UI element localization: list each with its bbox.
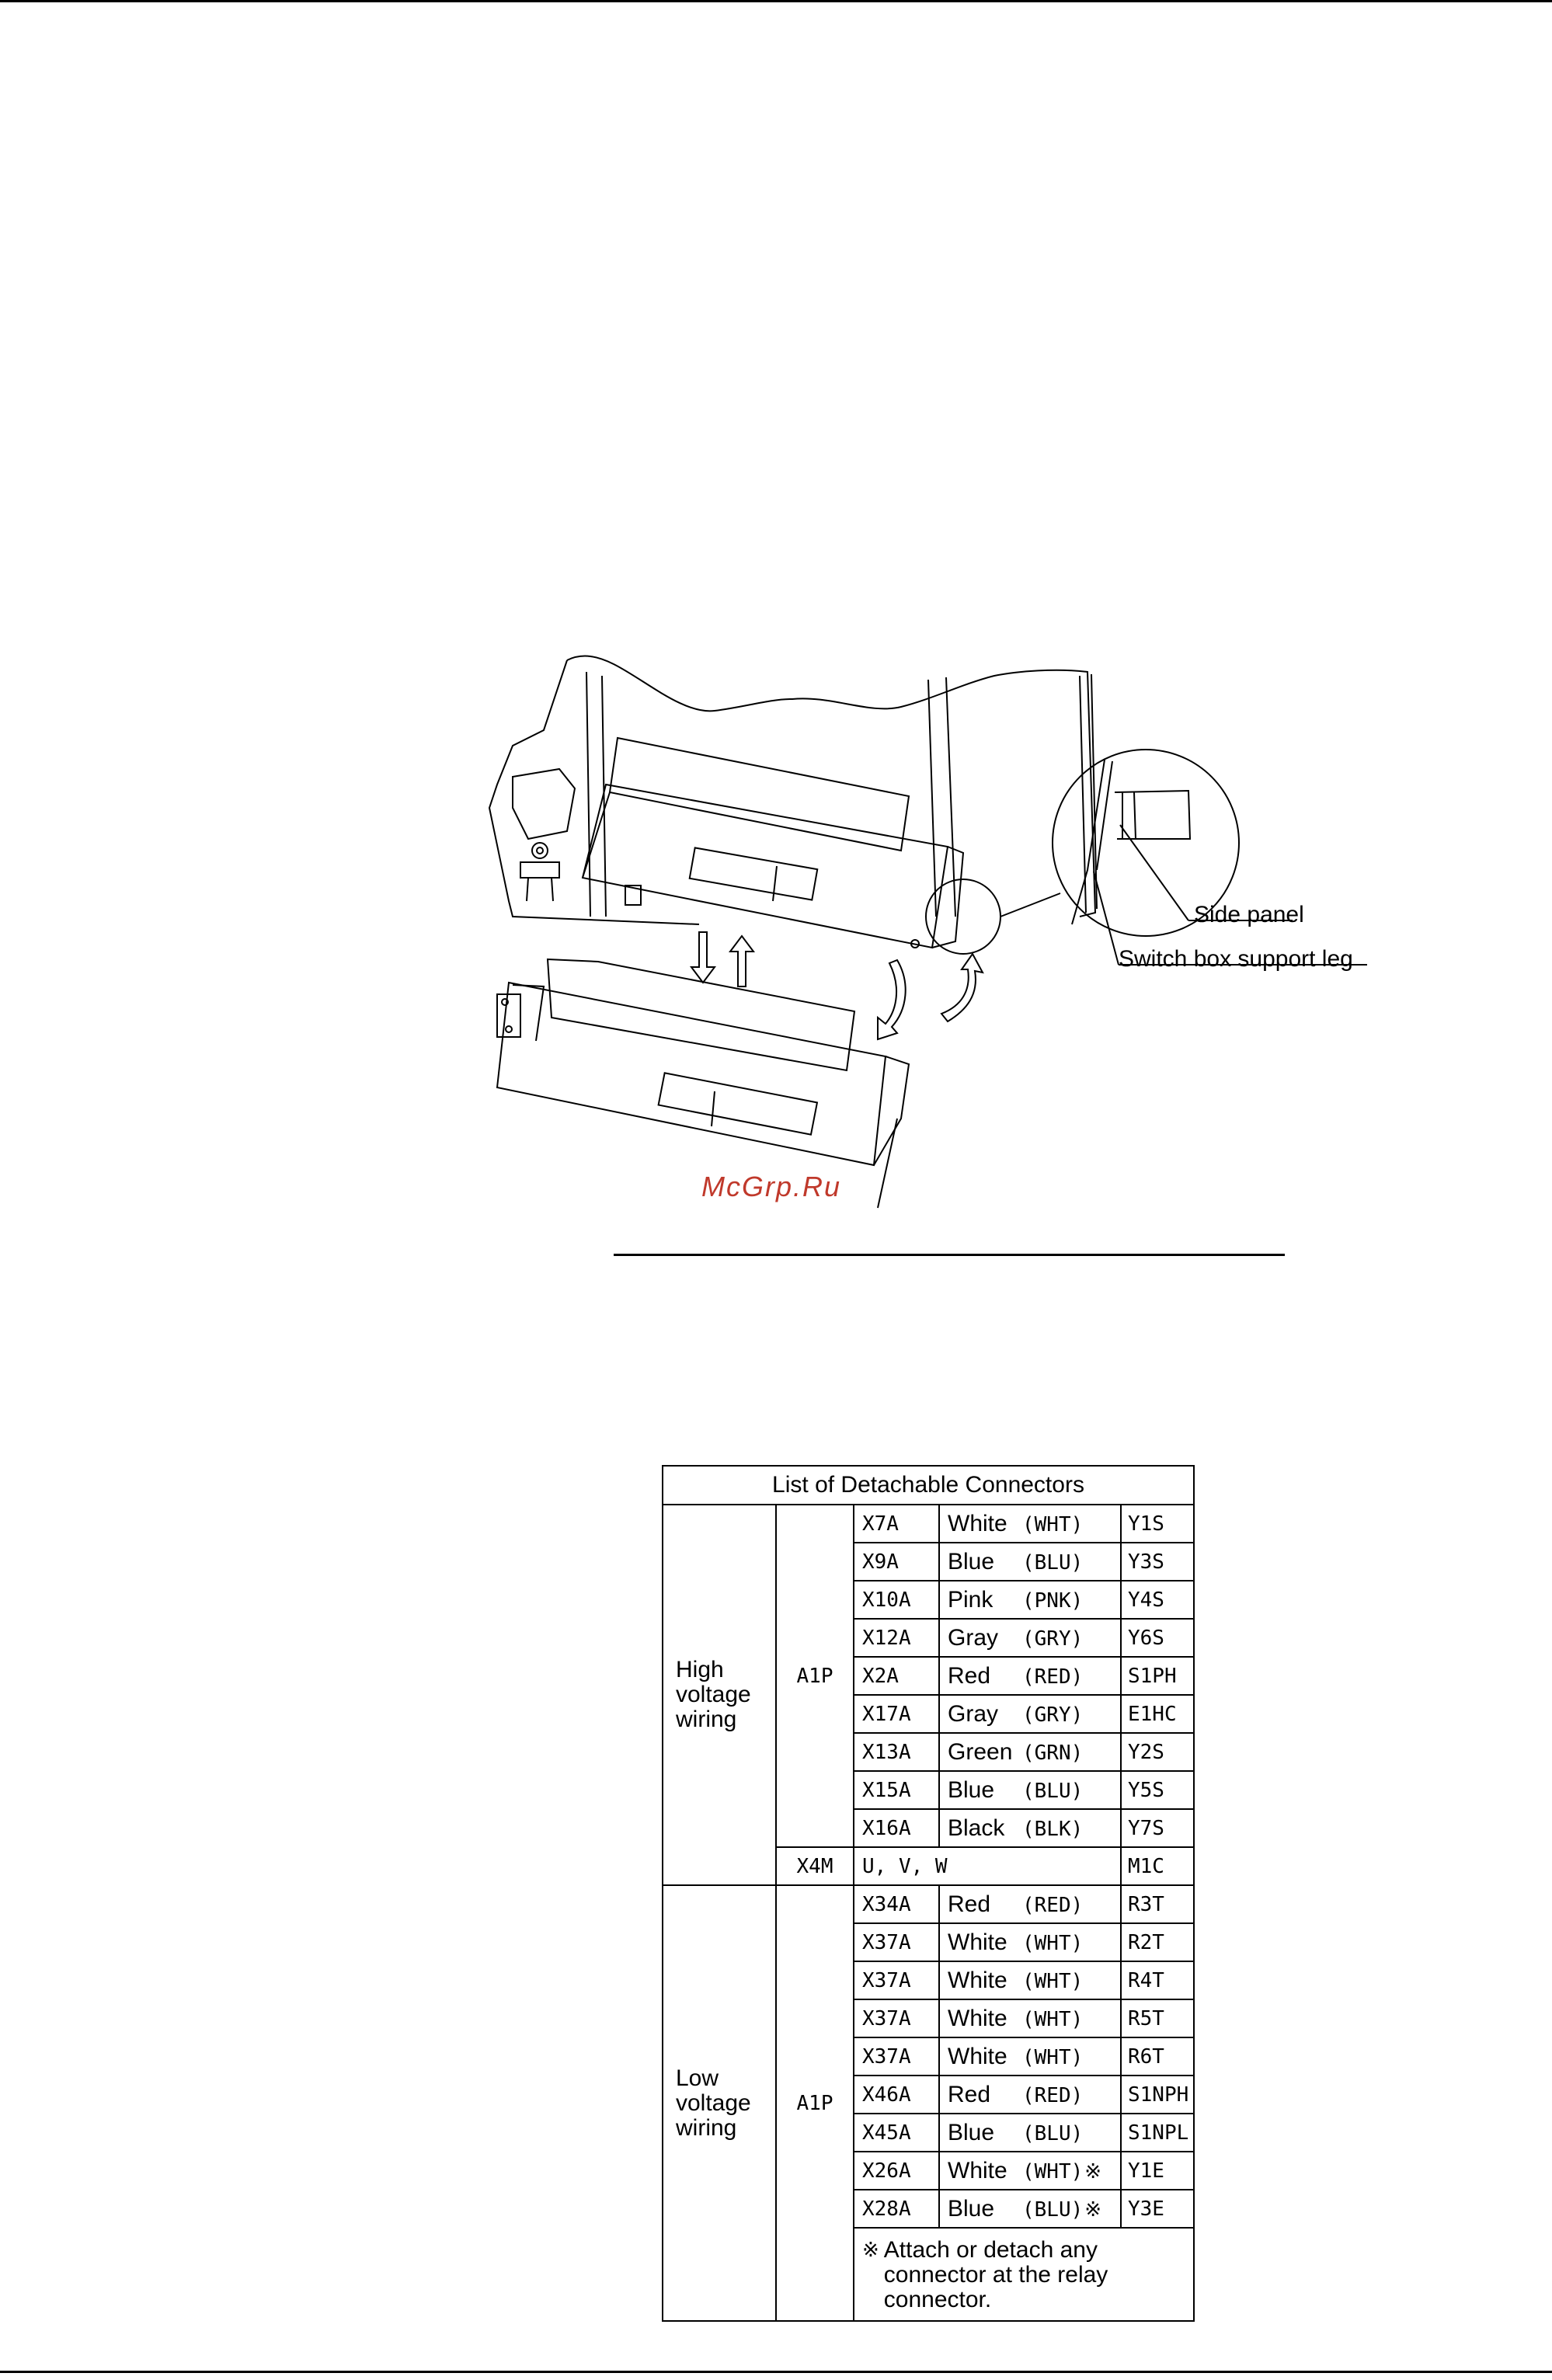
upper-switch-box xyxy=(610,738,909,851)
plug-code: X12A xyxy=(854,1619,939,1657)
wire-color: Pink (PNK) xyxy=(939,1581,1121,1619)
wire-color: Gray (GRY) xyxy=(939,1619,1121,1657)
part-code: Y1E xyxy=(1121,2152,1194,2190)
bottom-rule xyxy=(0,2371,1552,2373)
wire-color: Red (RED) xyxy=(939,1885,1121,1923)
plug-code: U, V, W xyxy=(854,1847,1121,1885)
part-code: R6T xyxy=(1121,2037,1194,2076)
watermark: McGrp.Ru xyxy=(701,1171,842,1202)
part-code: M1C xyxy=(1121,1847,1194,1885)
plug-code: X37A xyxy=(854,2037,939,2076)
cabinet-outline xyxy=(567,656,1095,917)
wire-color: White (WHT)※ xyxy=(939,2152,1121,2190)
plug-code: X2A xyxy=(854,1657,939,1695)
note-asterisk-icon: ※ xyxy=(862,2239,879,2262)
board-a1p: A1P xyxy=(776,1885,854,2321)
part-code: Y5S xyxy=(1121,1771,1194,1809)
wire-color: Gray (GRY) xyxy=(939,1695,1121,1733)
plug-code: X7A xyxy=(854,1505,939,1543)
note-text: Attach or detach any connector at the relay connector. xyxy=(883,2237,1108,2312)
wire-color: Blue (BLU)※ xyxy=(939,2190,1121,2228)
arrow-down-icon xyxy=(691,932,715,983)
part-code: Y1S xyxy=(1121,1505,1194,1543)
board-x4m: X4M xyxy=(776,1847,854,1885)
table-title: List of Detachable Connectors xyxy=(663,1466,1194,1505)
wire-color: White (WHT) xyxy=(939,2037,1121,2076)
high-voltage-group-label: High voltage wiring xyxy=(663,1505,776,1885)
plug-code: X37A xyxy=(854,1999,939,2037)
part-code: Y3E xyxy=(1121,2190,1194,2228)
wire-color: Blue (BLU) xyxy=(939,2114,1121,2152)
plug-code: X34A xyxy=(854,1885,939,1923)
section-divider xyxy=(614,1254,1285,1256)
arrow-up-icon xyxy=(730,936,753,986)
plug-code: X16A xyxy=(854,1809,939,1847)
relay-note-mark: ※ xyxy=(1084,2159,1102,2183)
plug-code: X37A xyxy=(854,1923,939,1961)
wire-color: Red (RED) xyxy=(939,2076,1121,2114)
wire-color: Black (BLK) xyxy=(939,1809,1121,1847)
plug-code: X15A xyxy=(854,1771,939,1809)
plug-code: X37A xyxy=(854,1961,939,1999)
detachable-connectors-table xyxy=(662,1465,1195,2322)
relay-connector-note xyxy=(854,2228,1194,2321)
left-bracket xyxy=(513,769,575,839)
rotate-arrow-icon xyxy=(878,960,906,1039)
part-code: S1NPL xyxy=(1121,2114,1194,2152)
switch-box-support-leg-label: Switch box support leg xyxy=(1119,946,1353,972)
relay-note-mark: ※ xyxy=(1084,2197,1102,2222)
support-leg-leader xyxy=(1094,872,1119,965)
part-code: R5T xyxy=(1121,1999,1194,2037)
wire-color: White (WHT) xyxy=(939,1505,1121,1543)
wire-color: Blue (BLU) xyxy=(939,1771,1121,1809)
wire-color: White (WHT) xyxy=(939,1923,1121,1961)
table-row xyxy=(663,1505,1194,1543)
cabinet-front-edge xyxy=(489,660,699,924)
table-title-row xyxy=(663,1466,1194,1505)
plug-code: X45A xyxy=(854,2114,939,2152)
part-code: Y4S xyxy=(1121,1581,1194,1619)
part-code: S1PH xyxy=(1121,1657,1194,1695)
plug-code: X28A xyxy=(854,2190,939,2228)
part-code: Y6S xyxy=(1121,1619,1194,1657)
plug-code: X17A xyxy=(854,1695,939,1733)
part-code: R4T xyxy=(1121,1961,1194,1999)
wire-color: Green (GRN) xyxy=(939,1733,1121,1771)
plug-code: X10A xyxy=(854,1581,939,1619)
switch-box-illustration xyxy=(466,652,1383,1212)
side-panel-label: Side panel xyxy=(1194,902,1304,927)
part-code: R3T xyxy=(1121,1885,1194,1923)
part-code: Y2S xyxy=(1121,1733,1194,1771)
lower-switch-box xyxy=(548,959,854,1070)
plug-code: X26A xyxy=(854,2152,939,2190)
wire-color: Blue (BLU) xyxy=(939,1543,1121,1581)
part-code: S1NPH xyxy=(1121,2076,1194,2114)
wire-color: White (WHT) xyxy=(939,1961,1121,1999)
screw-icon xyxy=(532,843,548,858)
plug-code: X13A xyxy=(854,1733,939,1771)
table-row xyxy=(663,1885,1194,1923)
wire-color: Red (RED) xyxy=(939,1657,1121,1695)
top-rule xyxy=(0,0,1552,2)
low-voltage-group-label: Low voltage wiring xyxy=(663,1885,776,2321)
part-code: Y7S xyxy=(1121,1809,1194,1847)
wire-color: White (WHT) xyxy=(939,1999,1121,2037)
switch-box-drawing xyxy=(466,652,1383,1212)
part-code: E1HC xyxy=(1121,1695,1194,1733)
board-a1p: A1P xyxy=(776,1505,854,1847)
plug-code: X9A xyxy=(854,1543,939,1581)
part-code: Y3S xyxy=(1121,1543,1194,1581)
plug-code: X46A xyxy=(854,2076,939,2114)
part-code: R2T xyxy=(1121,1923,1194,1961)
